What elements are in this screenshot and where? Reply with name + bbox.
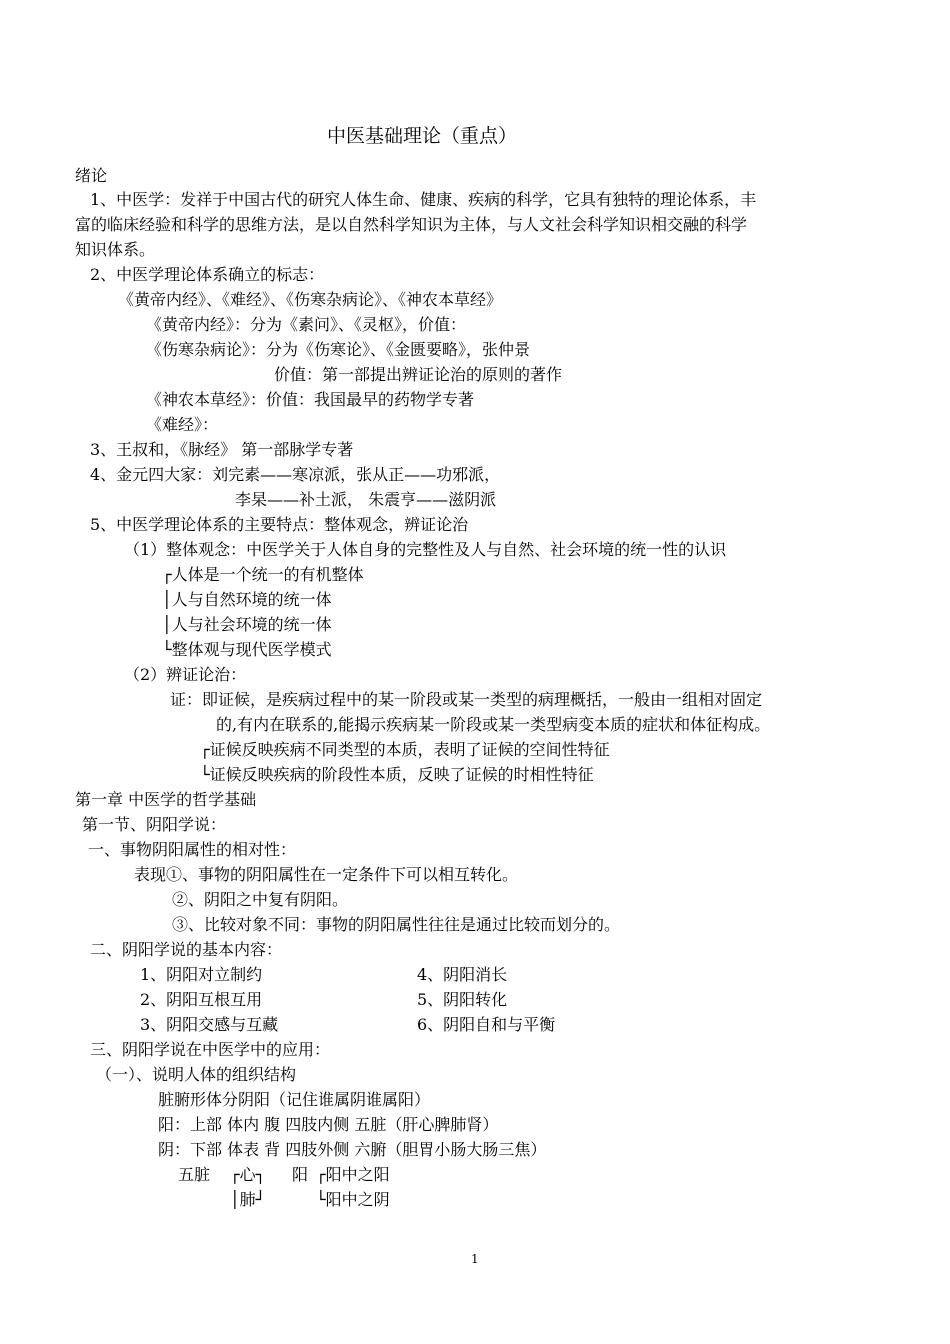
- document-title: 中医基础理论（重点）: [327, 125, 518, 147]
- list-item: 6、阴阳自和与平衡: [417, 1015, 556, 1034]
- text-line: 4、金元四大家：刘完素——寒凉派，张从正——功邪派，: [90, 465, 501, 484]
- text-line: （2）辨证论治：: [124, 665, 247, 684]
- section-heading-intro: 绪论: [75, 166, 108, 185]
- text-line: 证：即证候，是疾病过程中的某一阶段或某一类型的病理概括，一般由一组相对固定: [170, 690, 763, 709]
- list-item: 3、阴阳交感与互藏: [140, 1015, 279, 1034]
- subsection-heading: 三、阴阳学说在中医学中的应用：: [90, 1040, 331, 1059]
- text-line: 5、中医学理论体系的主要特点：整体观念，辨证论治: [90, 515, 469, 534]
- subsection-heading: 二、阴阳学说的基本内容：: [90, 940, 283, 959]
- list-item: 4、阴阳消长: [417, 965, 508, 984]
- diagram-label: │肺┘: [230, 1190, 266, 1209]
- text-line: 2、中医学理论体系确立的标志：: [90, 265, 325, 284]
- text-line: ③、比较对象不同：事物的阴阳属性往往是通过比较而划分的。: [172, 915, 621, 934]
- bracket-item: └整体观与现代医学模式: [162, 640, 332, 659]
- diagram-label: └阳中之阴: [316, 1190, 390, 1209]
- text-line: 价值：第一部提出辨证论治的原则的著作: [274, 365, 563, 384]
- text-line: 《难经》：: [146, 415, 219, 434]
- text-line: 的,有内在联系的,能揭示疾病某一阶段或某一类型病变本质的症状和体征构成。: [216, 715, 771, 734]
- text-line: 《黄帝内经》、《难经》、《伤寒杂病论》、《神农本草经》: [118, 290, 503, 309]
- text-line: ②、阴阳之中复有阴阳。: [172, 890, 349, 909]
- text-line: （1）整体观念：中医学关于人体自身的完整性及人与自然、社会环境的统一性的认识: [124, 540, 727, 559]
- text-line: 表现①、事物的阴阳属性在一定条件下可以相互转化。: [134, 865, 519, 884]
- bracket-item: ┌证候反映疾病不同类型的本质，表明了证候的空间性特征: [200, 740, 610, 759]
- section-heading: 第一节、阴阳学说：: [82, 815, 227, 834]
- list-item: 1、阴阳对立制约: [140, 965, 263, 984]
- page-number: 1: [471, 1252, 479, 1266]
- diagram-label: 阳: [292, 1165, 309, 1184]
- text-line: 阴：下部 体表 背 四肢外侧 六腑（胆胃小肠大肠三焦）: [158, 1140, 547, 1159]
- text-line: 脏腑形体分阴阳（记住谁属阴谁属阳）: [158, 1090, 431, 1109]
- bracket-item: ┌人体是一个统一的有机整体: [162, 565, 364, 584]
- text-line: 李杲——补土派， 朱震亨——滋阴派: [235, 490, 497, 509]
- list-item: 5、阴阳转化: [417, 990, 508, 1009]
- text-line: 《神农本草经》：价值：我国最早的药物学专著: [146, 390, 475, 409]
- text-line: 1、中医学：发祥于中国古代的研究人体生命、健康、疾病的科学，它具有独特的理论体系，丰: [90, 190, 757, 209]
- text-line: 知识体系。: [75, 240, 156, 259]
- text-line: 《黄帝内经》：分为《素问》、《灵枢》，价值：: [146, 315, 467, 334]
- text-line: 3、王叔和，《脉经》 第一部脉学专著: [90, 440, 354, 459]
- bracket-item: └证候反映疾病的阶段性本质，反映了证候的时相性特征: [200, 765, 594, 784]
- list-item: 2、阴阳互根互用: [140, 990, 263, 1009]
- subsection-heading: 一、事物阴阳属性的相对性：: [88, 840, 297, 859]
- text-line: 阳：上部 体内 腹 四肢内侧 五脏（肝心脾肺肾）: [158, 1115, 499, 1134]
- text-line: 《伤寒杂病论》：分为《伤寒论》、《金匮要略》，张仲景: [146, 340, 531, 359]
- text-line: 富的临床经验和科学的思维方法，是以自然科学知识为主体，与人文社会科学知识相交融的科学: [75, 215, 748, 234]
- diagram-label: ┌阳中之阳: [316, 1165, 390, 1184]
- diagram-label: ┌心┐: [230, 1165, 266, 1184]
- bracket-item: │人与社会环境的统一体: [162, 615, 332, 634]
- chapter-heading: 第一章 中医学的哲学基础: [75, 790, 257, 809]
- text-line: （一）、说明人体的组织结构: [96, 1065, 297, 1084]
- bracket-item: │人与自然环境的统一体: [162, 590, 332, 609]
- diagram-label: 五脏: [178, 1165, 211, 1184]
